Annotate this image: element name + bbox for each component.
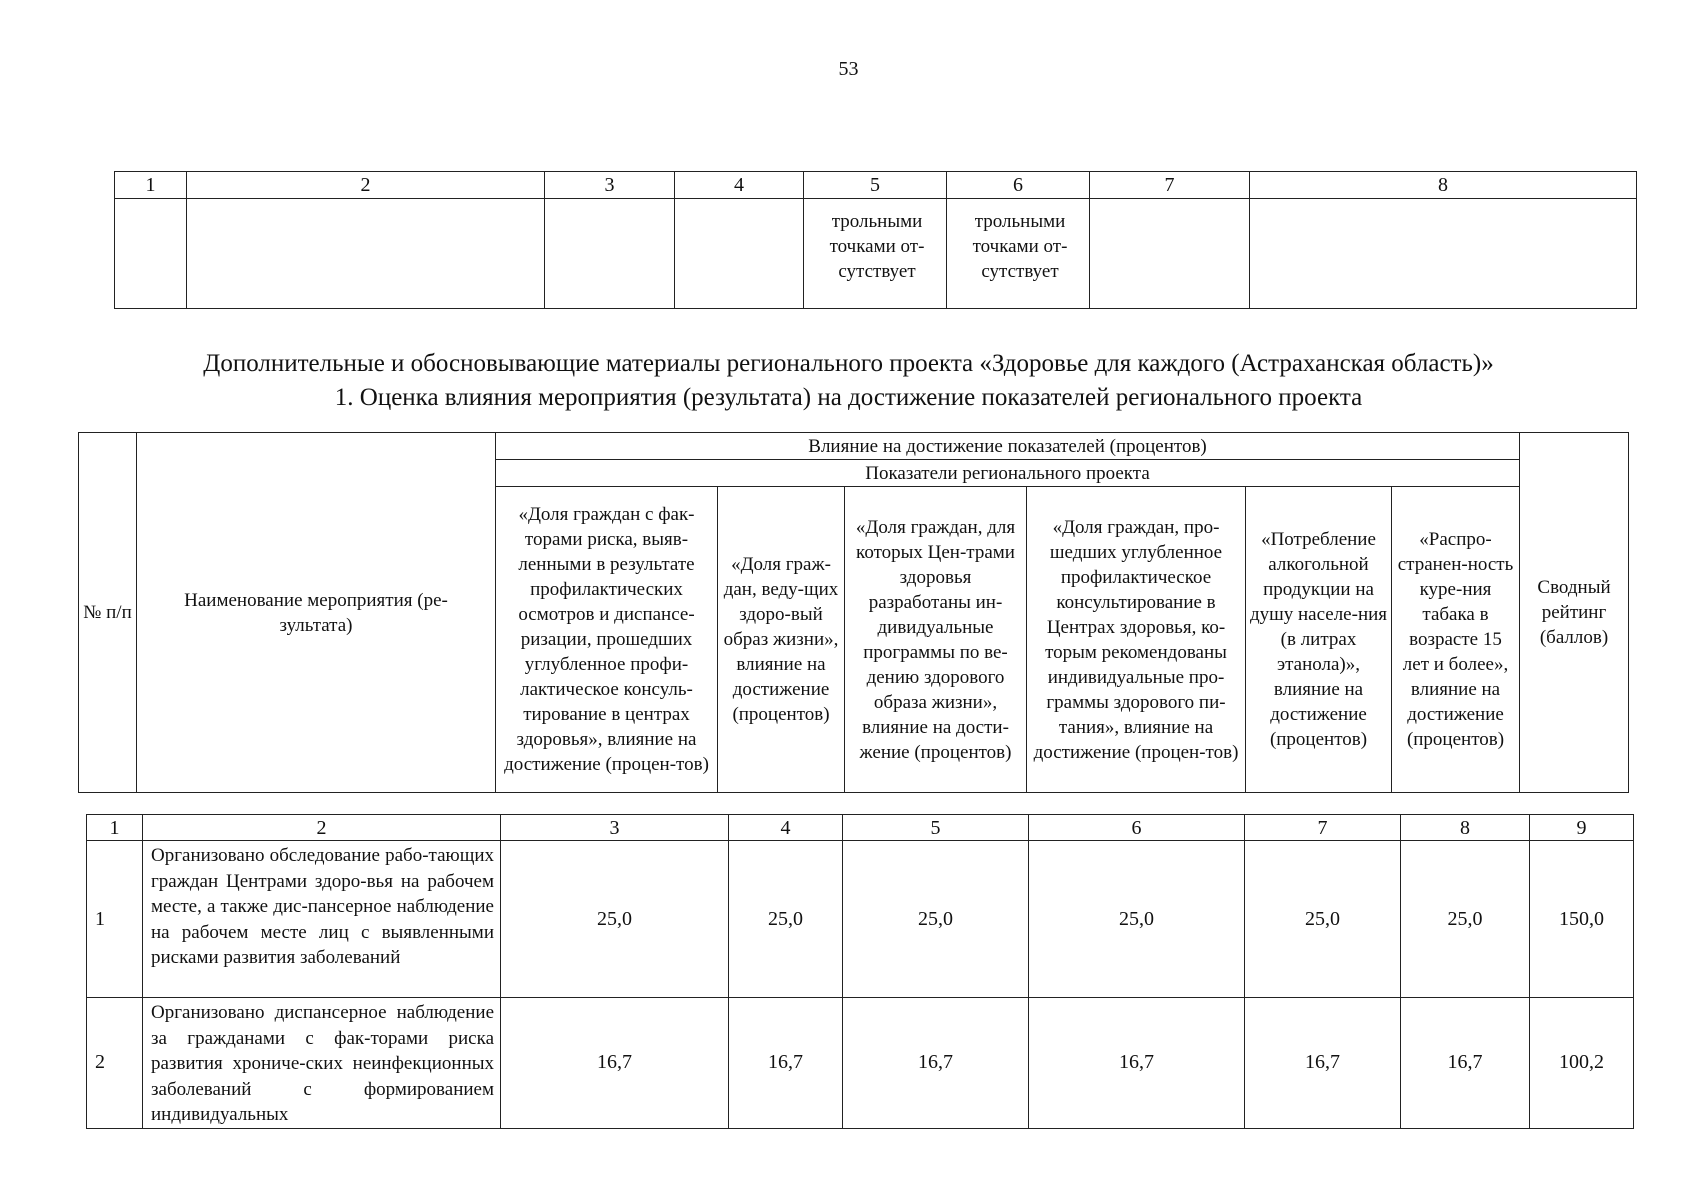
table-cell — [1090, 199, 1250, 309]
row-number: 2 — [87, 998, 143, 1129]
indicator-value: 25,0 — [843, 841, 1029, 998]
column-number: 9 — [1530, 815, 1634, 841]
number-column-header: № п/п — [79, 433, 137, 793]
indicators-group-header: Показатели регионального проекта — [496, 460, 1520, 487]
indicator-value: 25,0 — [1245, 841, 1401, 998]
page-number: 53 — [838, 58, 859, 80]
measure-name: Организовано диспансерное наблюдение за гражданами с фак-торами риска развития хрониче-ских неинфекционных заболеваний с формированием индивидуальных — [143, 998, 501, 1129]
influence-group-header: Влияние на достижение показателей (процентов) — [496, 433, 1520, 460]
indicators-data-table — [86, 814, 1634, 1129]
table-cell: трольными точками от-сутствует — [947, 199, 1090, 309]
column-number: 1 — [115, 172, 187, 199]
summary-column-header: Сводный рейтинг (баллов) — [1520, 433, 1629, 793]
column-number: 7 — [1090, 172, 1250, 199]
indicator-value: 25,0 — [501, 841, 729, 998]
table-cell — [675, 199, 804, 309]
indicator-value: 25,0 — [1401, 841, 1530, 998]
summary-rating: 150,0 — [1530, 841, 1634, 998]
indicator-value: 16,7 — [1401, 998, 1530, 1129]
table-row — [87, 998, 1634, 1129]
indicator-header: «Распро-странен-ность куре-ния табака в возрасте 15 лет и более», влияние на достижение (процентов) — [1392, 487, 1520, 793]
column-number: 3 — [501, 815, 729, 841]
indicator-header: «Доля граждан с фак-торами риска, выяв-ленными в результате профилактических осмотров и диспансе-ризации, прошедших углубленное профи-лактическое консуль-тирование в центрах здоровья», влияние на достижение (процен-тов) — [496, 487, 718, 793]
document-title: Дополнительные и обосновывающие материалы регионального проекта «Здоровье для каждого (Астраханская область)» — [203, 350, 1494, 377]
data-column-numbers — [87, 815, 1634, 841]
table-cell — [115, 199, 187, 309]
column-number: 4 — [675, 172, 804, 199]
table-row — [115, 199, 1637, 309]
indicator-header: «Потребление алкогольной продукции на душу населе-ния (в литрах этанола)», влияние на достижение (процентов) — [1246, 487, 1392, 793]
measure-name: Организовано обследование рабо-тающих граждан Центрами здоро-вья на рабочем месте, а также дис-пансерное наблюдение на рабочем месте лиц с выявленными рисками развития заболеваний — [143, 841, 501, 998]
column-number: 1 — [87, 815, 143, 841]
continuation-table — [114, 171, 1637, 309]
name-column-header: Наименование мероприятия (ре-зультата) — [137, 433, 496, 793]
indicator-value: 16,7 — [843, 998, 1029, 1129]
column-number: 6 — [947, 172, 1090, 199]
column-number: 5 — [804, 172, 947, 199]
continuation-column-numbers — [115, 172, 1637, 199]
indicator-value: 16,7 — [729, 998, 843, 1129]
column-number: 5 — [843, 815, 1029, 841]
indicator-value: 16,7 — [1245, 998, 1401, 1129]
indicator-value: 16,7 — [501, 998, 729, 1129]
indicator-value: 25,0 — [729, 841, 843, 998]
indicators-header-table — [78, 432, 1629, 793]
row-number: 1 — [87, 841, 143, 998]
table-row — [87, 841, 1634, 998]
indicator-header: «Доля граждан, для которых Цен-трами здоровья разработаны ин-дивидуальные программы по ве-дению здорового образа жизни», влияние на дости-жение (процентов) — [845, 487, 1027, 793]
table-cell — [545, 199, 675, 309]
summary-rating: 100,2 — [1530, 998, 1634, 1129]
column-number: 2 — [143, 815, 501, 841]
column-number: 4 — [729, 815, 843, 841]
indicator-header: «Доля граждан, про-шедших углубленное профилактическое консультирование в Центрах здоровья, ко-торым рекомендованы индивидуальные про-граммы здорового пи-тания», влияние на достижение (процен-тов) — [1027, 487, 1246, 793]
indicator-value: 25,0 — [1029, 841, 1245, 998]
table-cell: трольными точками от-сутствует — [804, 199, 947, 309]
column-number: 8 — [1250, 172, 1637, 199]
column-number: 2 — [187, 172, 545, 199]
column-number: 6 — [1029, 815, 1245, 841]
column-number: 7 — [1245, 815, 1401, 841]
table-cell — [1250, 199, 1637, 309]
section-title: 1. Оценка влияния мероприятия (результата) на достижение показателей регионального проекта — [334, 384, 1363, 411]
column-number: 8 — [1401, 815, 1530, 841]
indicator-value: 16,7 — [1029, 998, 1245, 1129]
table-cell — [187, 199, 545, 309]
column-number: 3 — [545, 172, 675, 199]
indicator-header: «Доля граж-дан, веду-щих здоро-вый образ жизни», влияние на достижение (процентов) — [718, 487, 845, 793]
